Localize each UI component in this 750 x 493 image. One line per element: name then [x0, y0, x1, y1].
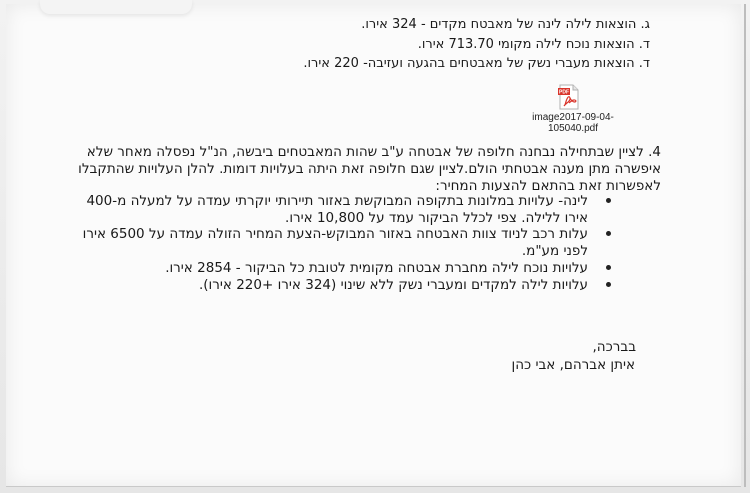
- bullet-1-line-1: לינה- עלויות במלונות בתקופה המבוקשת באזור תיירותי יוקרתי עמדה על למעלה מ-400: [86, 193, 588, 209]
- document-page: [6, 4, 741, 487]
- bullet-2-line-1: עלות רכב לניוד צוות האבטחה באזור המבוקש-הצעת המחיר הזולה עמדה על 6500 אירו: [82, 226, 588, 242]
- signature-names: איתן אברהם, אבי כהן: [511, 357, 635, 373]
- bullet-1-line-2: אירו ללילה. צפי לכלל הביקור עמד על 10,800 אירו.: [285, 210, 588, 226]
- section4-line-3: לאפשרות זאת בהתאם להצעות המחיר:: [435, 178, 661, 194]
- page-edge-right: [744, 4, 746, 487]
- page-edge-bottom: [6, 486, 741, 487]
- expense-item-g: ג. הוצאות לילה לינה של מאבטח מקדים - 324 אירו.: [361, 17, 650, 32]
- expense-item-d2: ד. הוצאות מעברי נשק של מאבטחים בהגעה ועזיבה- 220 אירו.: [303, 56, 650, 71]
- bullet-4-line-1: עלויות לילה למקדים ומעברי נשק ללא שינוי (324 אירו +220 אירו).: [199, 277, 588, 293]
- attachment-filename[interactable]: image2017-09-04-105040.pdf: [532, 112, 614, 134]
- bullet-2-line-2: לפני מע"מ.: [521, 243, 588, 259]
- section4-line-2: איפשרה מתן מענה אבטחתי הולם.לציין שגם חלופה זאת היתה בעלויות דומות. להלן העלויות שהתקבלו: [78, 161, 661, 177]
- paper-fold-tab: [40, 0, 192, 14]
- bullet-icon: [606, 265, 611, 270]
- pdf-icon-label: PDF: [559, 89, 569, 96]
- expense-item-d1: ד. הוצאות נוכח לילה מקומי 713.70 אירו.: [417, 37, 650, 52]
- bullet-icon: [606, 198, 611, 203]
- signature-greeting: בברכה,: [592, 339, 636, 355]
- bullet-icon: [606, 231, 611, 236]
- bullet-3-line-1: עלויות נוכח לילה מחברת אבטחה מקומית לטובת כל הביקור - 2854 אירו.: [165, 260, 588, 276]
- bullet-icon: [606, 282, 611, 287]
- pdf-attachment[interactable]: [514, 84, 632, 134]
- section4-line-1: 4. לציין שבתחילה נבחנה חלופה של אבטחה ע"ב שהות המאבטחים ביבשה, הנ"ל נפסלה מאחר שלא: [86, 144, 661, 160]
- pdf-file-icon: [557, 84, 581, 110]
